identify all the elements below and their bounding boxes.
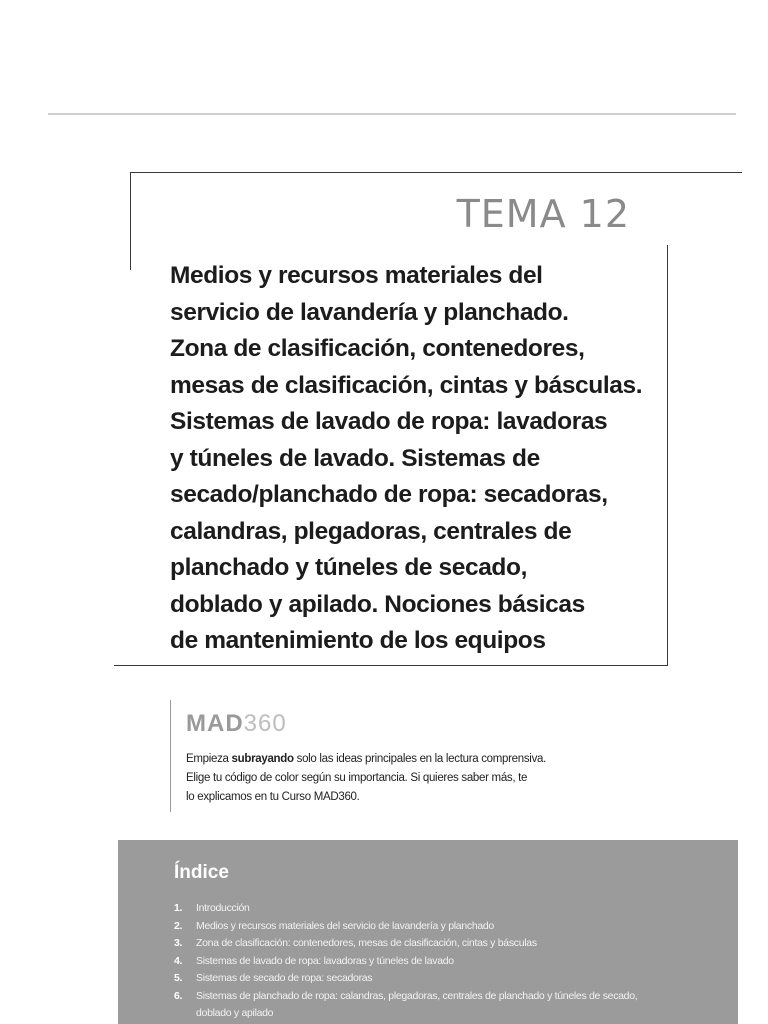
heading-box-left-border	[130, 172, 131, 270]
topic-number: TEMA 12	[456, 192, 630, 236]
topic-title-line: Sistemas de lavado de ropa: lavadoras	[170, 408, 608, 435]
index-item: 3. Zona de clasificación: contenedores, mesas de clasificación, cintas y básculas	[174, 937, 537, 949]
topic-title-line: Medios y recursos materiales del	[170, 262, 543, 289]
topic-title-line: secado/planchado de ropa: secadoras,	[170, 481, 608, 508]
heading-box-top-border	[130, 172, 742, 173]
study-tip-note	[186, 750, 656, 807]
top-divider	[48, 113, 736, 115]
note-line: Elige tu código de color según su importancia. Si quieres saber más, te	[186, 772, 528, 784]
index-item: 4. Sistemas de lavado de ropa: lavadoras y túneles de lavado	[174, 954, 454, 967]
topic-title-line: calandras, plegadoras, centrales de	[170, 517, 572, 545]
topic-title-line: y túneles de lavado. Sistemas de	[170, 444, 540, 472]
mad360-logo: MAD360	[186, 710, 287, 737]
note-line: lo explicamos en tu Curso MAD360.	[186, 791, 360, 803]
topic-title-line: Zona de clasificación, contenedores,	[170, 335, 585, 362]
index-item: 1. Introducción	[174, 902, 250, 914]
index-item: 5. Sistemas de secado de ropa: secadoras	[174, 972, 373, 984]
topic-title	[170, 258, 650, 660]
note-accent-bar	[170, 700, 171, 812]
note-line: Empieza subrayando solo las ideas principales en la lectura comprensiva.	[186, 753, 547, 765]
topic-title-line: mesas de clasificación, cintas y básculas.	[170, 371, 643, 399]
index-item: 6. Sistemas de planchado de ropa: calandras, plegadoras, centrales de planchado y túneles de secado, doblado y apilado	[174, 989, 638, 1019]
index-item: 2. Medios y recursos materiales del servicio de lavandería y planchado	[174, 919, 494, 932]
topic-title-line: de mantenimiento de los equipos	[170, 627, 546, 654]
topic-title-line: servicio de lavandería y planchado.	[170, 298, 569, 326]
title-box-bottom-border	[114, 665, 668, 666]
index-title: Índice	[174, 862, 229, 883]
topic-title-line: planchado y túneles de secado,	[170, 554, 527, 581]
title-box-right-border	[667, 245, 668, 665]
topic-title-line: doblado y apilado. Nociones básicas	[170, 590, 585, 618]
index-list	[174, 900, 644, 1023]
